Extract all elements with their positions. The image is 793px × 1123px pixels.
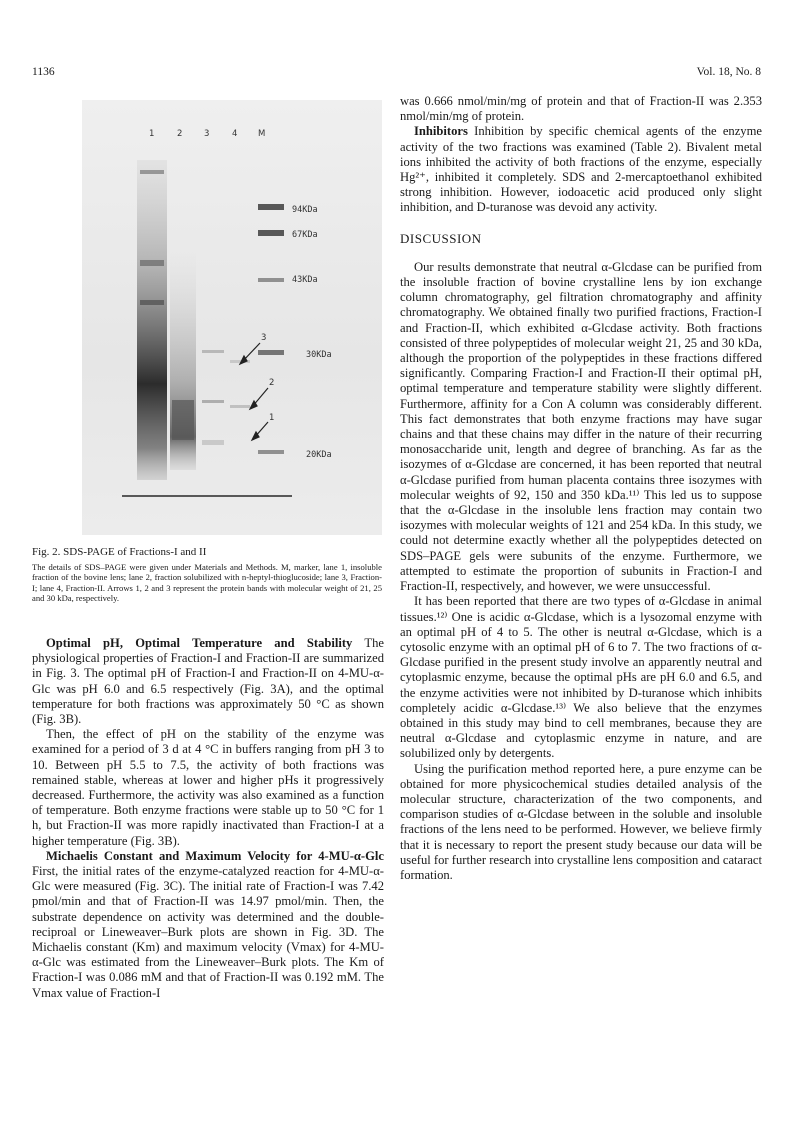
page-number: 1136 <box>32 66 55 78</box>
section-heading-michaelis: Michaelis Constant and Maximum Velocity for 4-MU-α-Glc <box>46 848 384 863</box>
paragraph-discussion-3: Using the purification method reported here, a pure enzyme can be obtained for more physicochemical studies detailed analysis of the molecular structure, characterization of the two components, and comparison studies of α-Glcdase between in the soluble and insoluble fractions of the lens need to be performed. However, we believe firmly that it is necessary to report the present study because our data will be useful for further research into crystalline lens composition and cataract formation. <box>400 761 762 882</box>
journal-volume: Vol. 18, No. 8 <box>696 66 761 78</box>
lane-label-3: 3 <box>204 129 210 139</box>
lane-1-smear <box>137 160 167 480</box>
section-heading-optimal-ph: Optimal pH, Optimal Temperature and Stability <box>46 636 353 650</box>
paragraph-discussion-2: It has been reported that there are two types of α-Glcdase in animal tissues.¹²⁾ One is acidic α-Glcdase, which is a lysozomal enzyme with an optimal pH of 4 to 5. The other is neutral α-Glcdase, which is a cytosolic enzyme with an optimal pH of 6 to 7. The two fractions of α-Glcdase purified in the present study involve an apparently neutral and cytoplasmic enzyme, because the optimal pHs are pH 6.0 and 6.5, and the enzyme activities were not inhibited by D-turanose which inhibits completely acidic α-Glcdase.¹³⁾ We also believe that the enzymes obtained in this study may bind to cell membranes, because they are neutral α-Glcdase and cytoplasmic enzyme in nature, and are solubilized only by detergents. <box>400 594 762 761</box>
arrow-label-2: 2 <box>269 378 275 388</box>
paragraph-discussion-1: Our results demonstrate that neutral α-Glcdase can be purified from the insoluble fraction of bovine crystalline lens by ion exchange column chromatography, gel filtration chromatography and affinity chromatography. We obtained finally two purified fractions, Fraction-I and Fraction-II, which exhibited α-Glcdase activity. Both fractions consisted of three polypeptides of molecular weight 21, 25 and 30 kDa, although the proportion of the polypeptides in these fractions differed significantly. Comparing Fraction-I and Fraction-II their optimal pH, optimal temperature and temperature stability were slightly different. Furthermore, affinity for a Con A column was considerably different. This fact demonstrates that both enzyme fractions may have sugar chains and that these chains may differ in the nature of their recurring monosaccharide unit, length and degree of branching. As far as the isozymes of α-Glcdase are concerned, it has been reported that neutral α-Glcdase purified from human placenta contains three isozymes with molecular weights of 92, 150 and 350 kDa.¹¹⁾ This led us to suppose that the α-Glcdase in the insoluble lens fraction may contain two isozymes with molecular weights of 121 and 254 kDa. In this study, we could not determine exactly whether all the polypeptides detected on SDS–PAGE gels were subunits of the enzyme. Furthermore, we attempted to estimate the proportion of subunits in Fraction-I and Fraction-II, respectively, and however, we were unsuccessful. <box>400 259 762 594</box>
sds-page-gel-image <box>82 100 382 535</box>
marker-20kda-label: 20KDa <box>306 450 332 460</box>
arrow-label-3: 3 <box>261 333 267 343</box>
section-heading-inhibitors: Inhibitors <box>414 124 468 139</box>
marker-67kda-label: 67KDa <box>292 230 318 240</box>
figure-caption: The details of SDS–PAGE were given under Materials and Methods. M, marker, lane 1, insoluble fraction of the bovine lens; lane 2, fraction solubilized with n-heptyl-thioglucoside; lane 3, Fraction-I; lane 4, Fraction-II. Arrows 1, 2 and 3 represent the protein bands with molecular weight of 21, 25 and 30 kDa, respectively. <box>32 562 382 604</box>
left-column <box>32 636 384 1001</box>
paragraph-stability: Then, the effect of pH on the stability of the enzyme was examined for a period of 3 d at 4 °C in buffers ranging from pH 3 to 10. Between pH 5.5 to 7.5, the activity of both fractions was remained stable, whereas at lower and higher pHs it progressively decreased. Furthermore, the activity was also examined as a function of temperature. Both enzyme fractions were stable up to 50 °C for 1 h, but Fraction-II was more rapidly inactivated than Fraction-I at a higher temperature (Fig. 3B). <box>32 727 384 848</box>
figure-title: Fig. 2. SDS-PAGE of Fractions-I and II <box>32 546 207 558</box>
marker-94kda-label: 94KDa <box>292 205 318 215</box>
arrow-label-1: 1 <box>269 413 275 423</box>
gel-photo-svg <box>82 100 382 535</box>
paragraph-inhibitors: Inhibition by specific chemical agents of the enzyme activity of the two fractions was examined (Table 2). Bivalent metal ions inhibited the activity of both fractions of the enzyme, especially Hg²⁺, inhibited it completely. SDS and 2-mercaptoethanol exhibited strong inhibition. However, iodoacetic acid produced only slight inhibition, and D-turanose was devoid any activity. <box>400 124 762 215</box>
paragraph-michaelis: First, the initial rates of the enzyme-catalyzed reaction for 4-MU-α-Glc were measured (Fig. 3C). The initial rate of Fraction-I was 7.42 pmol/min and that of Fraction-II was 14.97 pmol/min. Then, the substrate dependence on activity was determined and the double-reciproal or Lineweaver–Burk plots are shown in Fig. 3D. The Michaelis constant (Km) and maximum velocity (Vmax) for 4-MU-α-Glc was estimated from the Lineweaver–Burk plots. The Km of Fraction-I was 0.086 mM and that of Fraction-II was 0.192 mM. The Vmax value of Fraction-I <box>32 864 384 1000</box>
lane-label-1: 1 <box>149 129 155 139</box>
paragraph-optimal-ph: The physiological properties of Fraction-I and Fraction-II are summarized in Fig. 3. The optimal pH of Fraction-I and Fraction-II on 4-MU-α-Glc was pH 6.0 and 6.5 respectively (Fig. 3A), and the optimal temperature for both fractions was approximately 50 °C as shown (Fig. 3B). <box>32 636 384 727</box>
marker-43kda-label: 43KDa <box>292 275 318 285</box>
section-heading-discussion: DISCUSSION <box>400 230 482 246</box>
marker-30kda-label: 30KDa <box>306 350 332 360</box>
lane-label-4: 4 <box>232 129 238 139</box>
lane-label-m: M <box>258 129 266 139</box>
paragraph-vmax-continued: was 0.666 nmol/min/mg of protein and that of Fraction-II was 2.353 nmol/min/mg of protein. <box>400 94 762 124</box>
right-column <box>400 94 762 883</box>
lane-label-2: 2 <box>177 129 183 139</box>
